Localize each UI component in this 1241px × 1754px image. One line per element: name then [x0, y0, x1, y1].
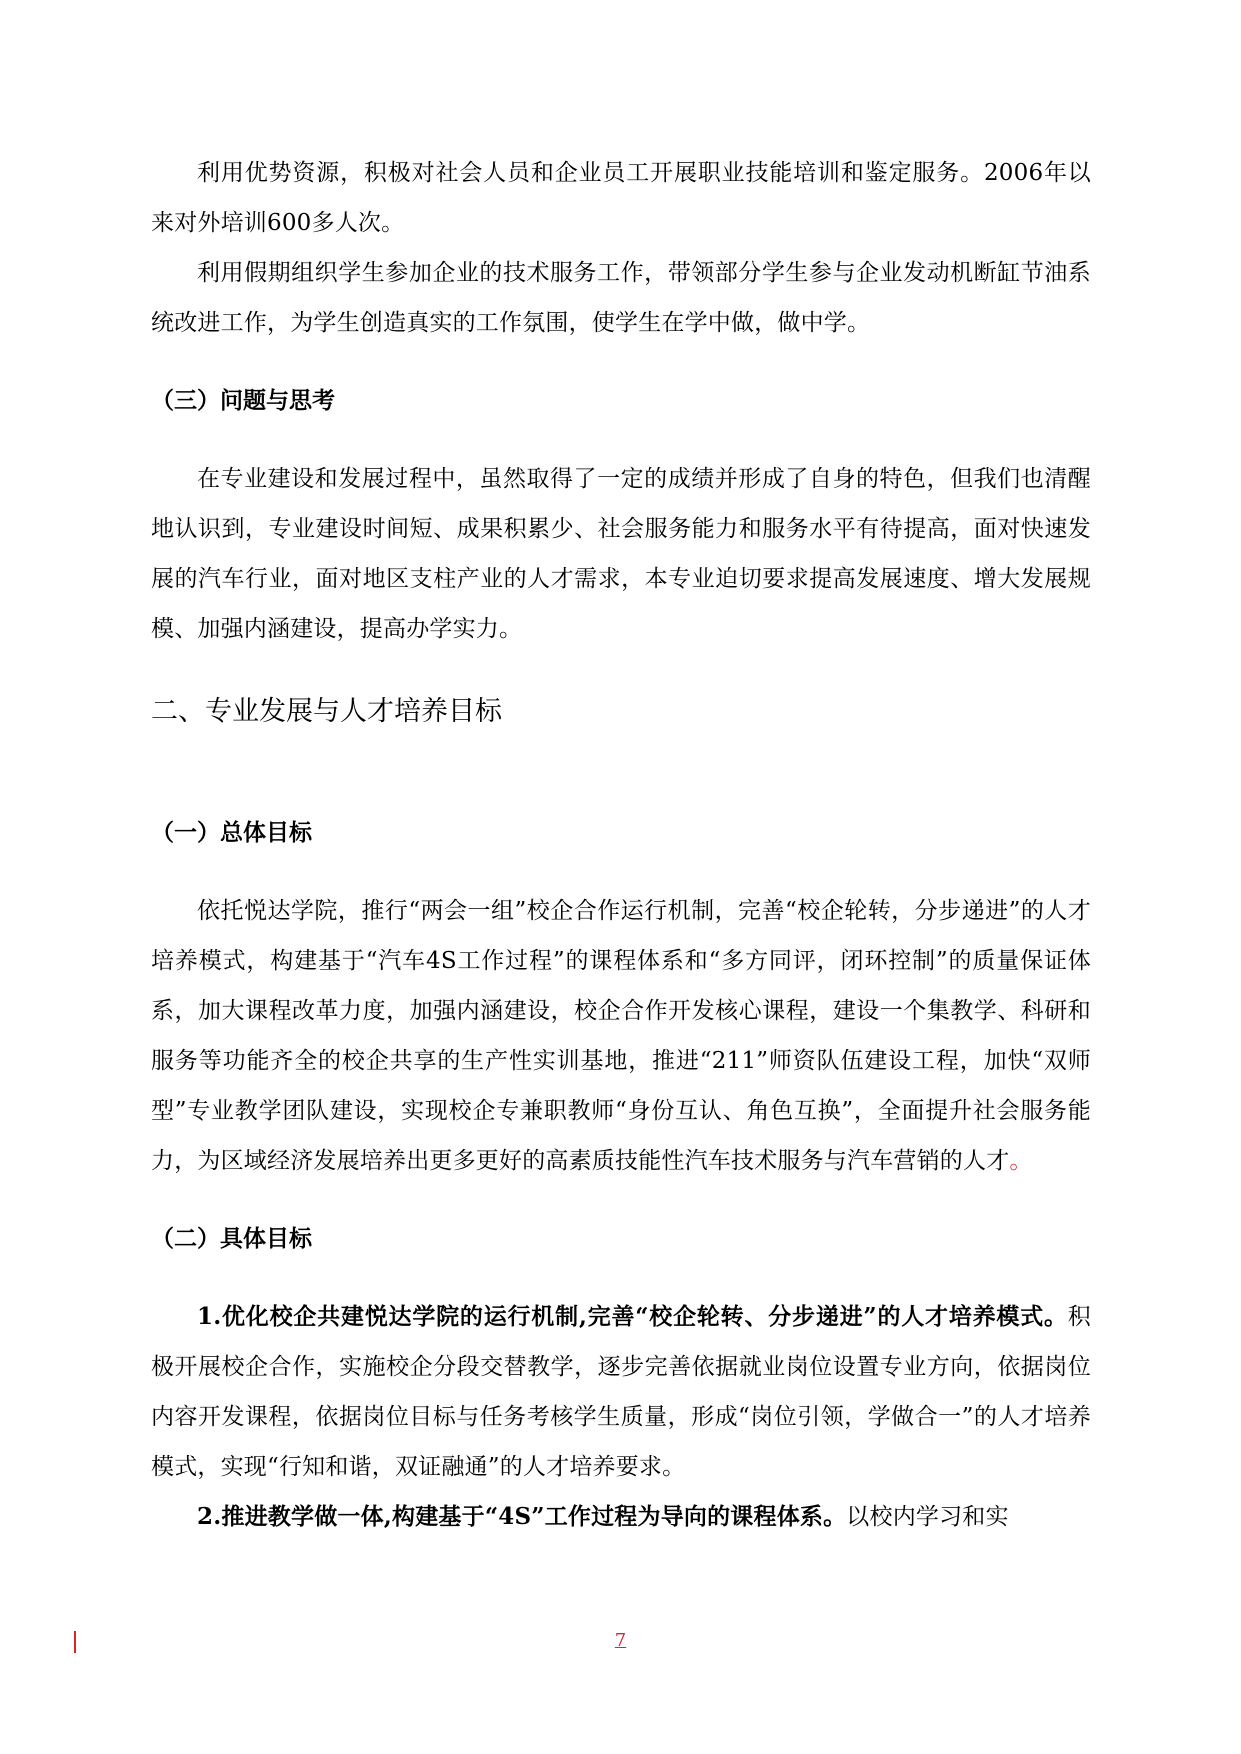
overall-goals-period: 。: [1009, 1148, 1033, 1174]
heading-specific-goals: （二）具体目标: [151, 1226, 312, 1252]
heading-overall-goals: （一）总体目标: [151, 820, 312, 846]
paragraph-training-services: 利用优势资源，积极对社会人员和企业员工开展职业技能培训和鉴定服务。2006年以来对外培训600多人次。: [151, 160, 1091, 236]
goal-item-1-lead: 1.优化校企共建悦达学院的运行机制,完善“校企轮转、分步递进”的人才培养模式。: [197, 1303, 1068, 1330]
goal-item-1-text: 积极开展校企合作，实施校企分段交替教学，逐步完善依据就业岗位设置专业方向，依据岗位内容开发课程，依据岗位目标与任务考核学生质量，形成“岗位引领，学做合一”的人才培养模式，实现“行知和谐，双证融通”的人才培养要求。: [151, 1304, 1091, 1480]
page-content: [151, 148, 1091, 1542]
goal-item-2-text: 以校内学习和实: [846, 1504, 1009, 1530]
paragraph-goal-item-2: [151, 1492, 1091, 1542]
heading-problems-thinking: （三）问题与思考: [151, 388, 335, 414]
page-number: 7: [614, 1630, 627, 1651]
paragraph-problems: 在专业建设和发展过程中，虽然取得了一定的成绩并形成了自身的特色，但我们也清醒地认识到，专业建设时间短、成果积累少、社会服务能力和服务水平有待提高，面对快速发展的汽车行业，面对地区支柱产业的人才需求，本专业迫切要求提高发展速度、增大发展规模、加强内涵建设，提高办学实力。: [151, 466, 1091, 642]
overall-goals-text: 依托悦达学院，推行“两会一组”校企合作运行机制，完善“校企轮转，分步递进”的人才培养模式，构建基于“汽车4S工作过程”的课程体系和“多方同评，闭环控制”的质量保证体系，加大课程改革力度，加强内涵建设，校企合作开发核心课程，建设一个集教学、科研和服务等功能齐全的校企共享的生产性实训基地，推进“211”师资队伍建设工程，加快“双师型”专业教学团队建设，实现校企专兼职教师“身份互认、角色互换”，全面提升社会服务能力，为区域经济发展培养出更多更好的高素质技能性汽车技术服务与汽车营销的人才: [151, 898, 1091, 1174]
section-heading-development-goals: 二、专业发展与人才培养目标: [151, 696, 502, 727]
paragraph-goal-item-1: [151, 1292, 1091, 1492]
paragraph-technical-services: 利用假期组织学生参加企业的技术服务工作，带领部分学生参与企业发动机断缸节油系统改进工作，为学生创造真实的工作氛围，使学生在学中做，做中学。: [151, 260, 1091, 336]
goal-item-2-lead: 2.推进教学做一体,构建基于“4S”工作过程为导向的课程体系。: [197, 1503, 847, 1530]
paragraph-overall-goals: [151, 886, 1091, 1186]
